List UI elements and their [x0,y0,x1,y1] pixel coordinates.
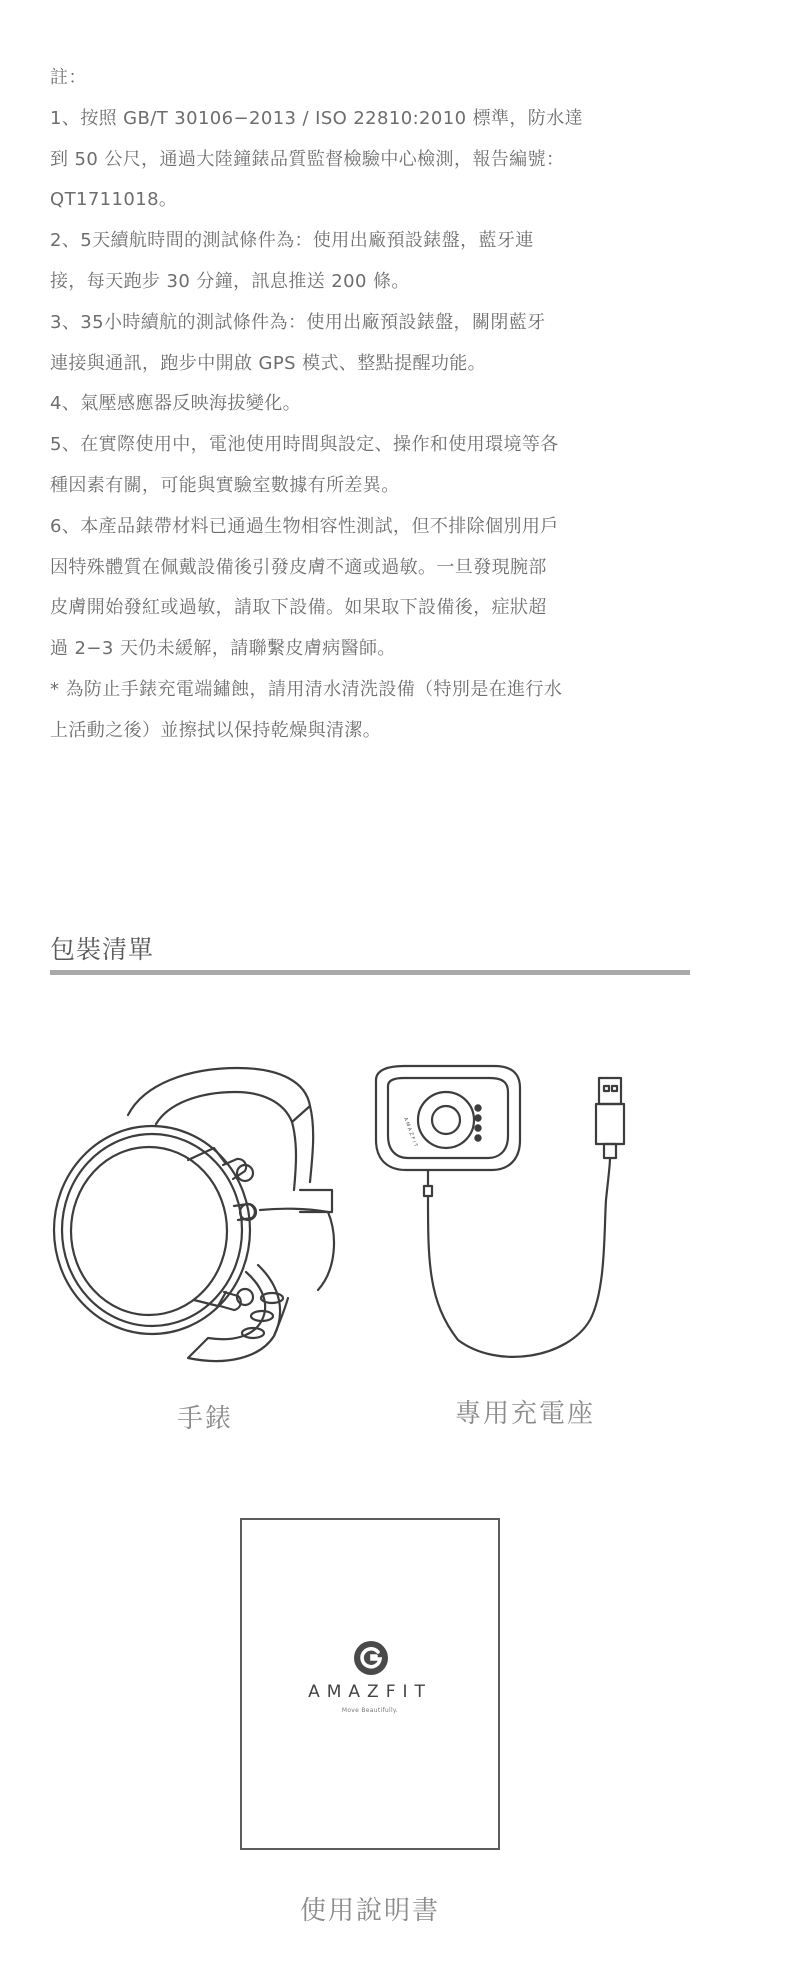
note-line: 種因素有關，可能與實驗室數據有所差異。 [50,474,400,496]
note-line: 連接與通訊，跑步中開啟 GPS 模式、整點提醒功能。 [50,352,487,374]
note-line: 皮膚開始發紅或過敏，請取下設備。如果取下設備後，症狀超 [50,597,547,619]
package-list-title: 包裝清單 [50,935,155,964]
notes-section [50,58,690,752]
note-line: * 為防止手錶充電端鏽蝕，請用清水清洗設備（特別是在進行水 [50,678,563,700]
note-line: 6、本產品錶帶材料已通過生物相容性測試，但不排除個別用戶 [50,515,559,537]
note-line: 3、35小時續航的測試條件為：使用出廠預設錶盤，關閉藍牙 [50,311,546,333]
note-heading: 註： [50,67,87,88]
section-divider [50,970,690,975]
dock-brand-text: AMAZFIT [402,1116,419,1150]
item-caption-charging-dock: 專用充電座 [454,1399,595,1429]
item-caption-manual: 使用說明書 [299,1896,440,1926]
note-line: 接，每天跑步 30 分鐘，訊息推送 200 條。 [50,270,410,292]
note-line: 4、氣壓感應器反映海拔變化。 [50,393,302,415]
amazfit-logo-icon [353,1640,389,1676]
note-line: 到 50 公尺，通過大陸鐘錶品質監督檢驗中心檢測，報告編號： [50,148,565,170]
watch-illustration [48,1040,338,1370]
manual-illustration [240,1518,500,1850]
note-line: 上活動之後）並擦拭以保持乾燥與清潔。 [50,719,382,741]
manual-tagline-text: Move Beautifully. [341,1707,399,1714]
note-line: 過 2−3 天仍未緩解，請聯繫皮膚病醫師。 [50,638,396,660]
charging-dock-illustration [368,1040,668,1370]
item-caption-watch: 手錶 [176,1404,233,1434]
note-line: QT1711018。 [50,189,178,211]
manual-brand-text: AMAZFIT [308,1682,432,1702]
note-line: 1、按照 GB/T 30106−2013 / ISO 22810:2010 標準，防水達 [50,107,583,129]
note-line: 因特殊體質在佩戴設備後引發皮膚不適或過敏。一旦發現腕部 [50,556,547,578]
note-line: 2、5天續航時間的測試條件為：使用出廠預設錶盤，藍牙連 [50,230,534,252]
note-line: 5、在實際使用中，電池使用時間與設定、操作和使用環境等各 [50,434,559,456]
